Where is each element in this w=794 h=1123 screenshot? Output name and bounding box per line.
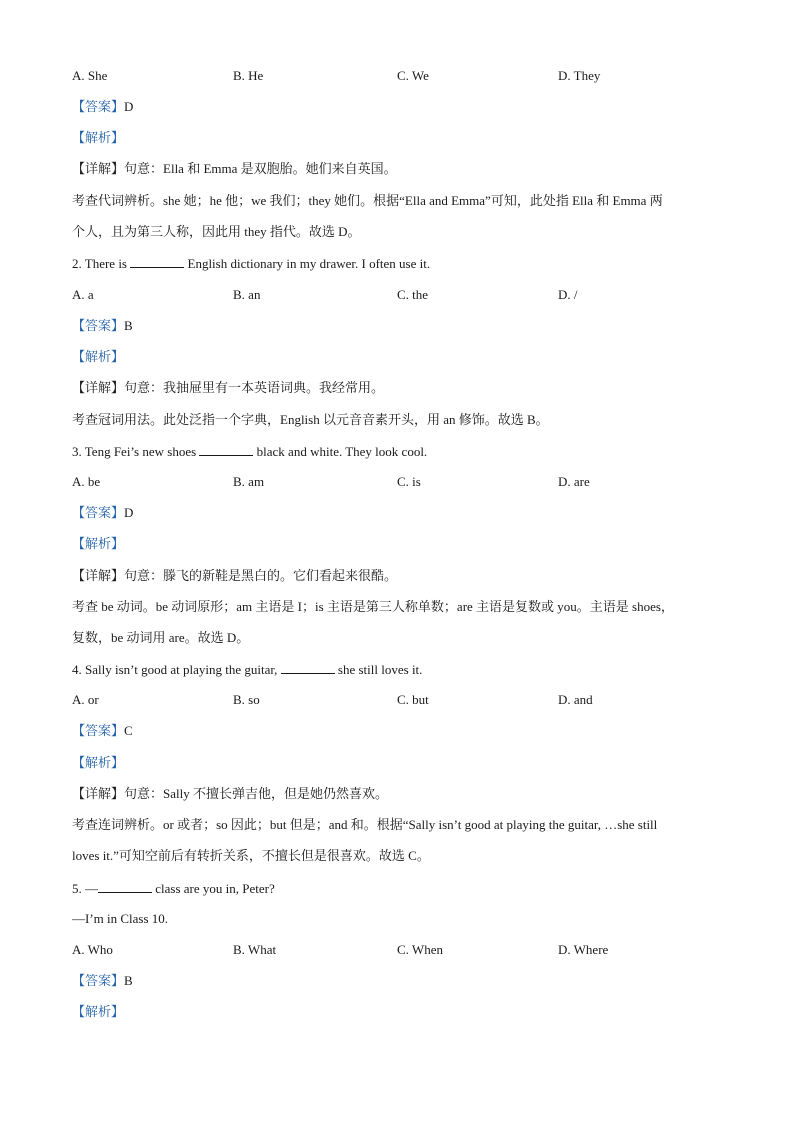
q3-stem [72, 443, 427, 460]
q4-option-d: D. and [558, 692, 593, 707]
answer-value: B [124, 318, 133, 333]
q2-option-c: C. the [397, 287, 429, 302]
q4-detail [72, 786, 388, 802]
answer-value: C [124, 723, 133, 738]
q2-options [72, 287, 722, 303]
detail-text: 句意：我抽屉里有一本英语词典。我经常用。 [124, 380, 385, 395]
q5-options [72, 942, 722, 958]
q3-answer [72, 505, 133, 521]
q4-option-c: C. but [397, 692, 429, 707]
q1-option-a: A. She [72, 68, 108, 83]
analysis-tag: 【解析】 [72, 536, 125, 551]
q1-explanation-line-1: 考查代词辨析。she 她；he 他；we 我们；they 她们。根据“Ella and Emma”可知，此处指 Ella 和 Emma 两 [72, 193, 663, 208]
q2-detail [72, 380, 384, 396]
detail-tag: 【详解】 [72, 380, 125, 395]
q5-stem-end: class are you in, Peter? [152, 881, 275, 896]
q3-analysis [72, 536, 124, 552]
answer-tag: 【答案】 [72, 318, 125, 333]
q4-answer [72, 723, 133, 739]
q3-stem-start: 3. Teng Fei’s new shoes [72, 444, 200, 459]
q5-blank [98, 880, 152, 893]
q4-explanation-line-1: 考查连词辨析。or 或者；so 因此；but 但是；and 和。根据“Sally isn’t good at playing the guitar, …she still [72, 817, 658, 832]
q4-stem-end: she still loves it. [334, 662, 423, 677]
answer-value: D [124, 99, 134, 114]
detail-tag: 【详解】 [72, 568, 125, 583]
answer-tag: 【答案】 [72, 973, 125, 988]
q4-explanation-line-2: loves it.”可知空前后有转折关系，不擅长但是很喜欢。故选 C。 [72, 848, 430, 863]
answer-value: D [124, 505, 134, 520]
answer-tag: 【答案】 [72, 505, 125, 520]
analysis-tag: 【解析】 [72, 1004, 125, 1019]
q5-analysis [72, 1004, 124, 1020]
q3-option-d: D. are [558, 474, 590, 489]
detail-text: 句意：Ella 和 Emma 是双胞胎。她们来自英国。 [124, 161, 397, 176]
detail-tag: 【详解】 [72, 161, 125, 176]
q2-option-b: B. an [233, 287, 261, 302]
q1-options [72, 68, 722, 84]
q3-option-b: B. am [233, 474, 265, 489]
q5-option-d: D. Where [558, 942, 609, 957]
answer-tag: 【答案】 [72, 99, 125, 114]
q1-option-d: D. They [558, 68, 601, 83]
q5-reply: —I’m in Class 10. [72, 911, 169, 926]
q2-stem-end: English dictionary in my drawer. I often use it. [184, 256, 431, 271]
q2-answer [72, 318, 133, 334]
q3-explanation-line-2: 复数，be 动词用 are。故选 D。 [72, 630, 250, 645]
q4-stem-start: 4. Sally isn’t good at playing the guitar, [72, 662, 281, 677]
q1-option-c: C. We [397, 68, 429, 83]
q3-options [72, 474, 722, 490]
q4-option-a: A. or [72, 692, 99, 707]
q5-answer [72, 973, 133, 989]
q2-option-a: A. a [72, 287, 94, 302]
detail-text: 句意：滕飞的新鞋是黑白的。它们看起来很酷。 [124, 568, 398, 583]
q5-option-c: C. When [397, 942, 443, 957]
q4-options [72, 692, 722, 708]
q2-option-d: D. / [558, 287, 578, 302]
q3-option-a: A. be [72, 474, 101, 489]
q2-stem-start: 2. There is [72, 256, 131, 271]
analysis-tag: 【解析】 [72, 130, 125, 145]
detail-tag: 【详解】 [72, 786, 125, 801]
q3-stem-end: black and white. They look cool. [253, 444, 428, 459]
q2-stem [72, 255, 430, 272]
q2-analysis [72, 349, 124, 365]
q4-stem [72, 661, 422, 678]
q1-option-b: B. He [233, 68, 264, 83]
q4-option-b: B. so [233, 692, 260, 707]
q3-option-c: C. is [397, 474, 421, 489]
q1-analysis [72, 130, 124, 146]
q1-detail [72, 161, 397, 177]
analysis-tag: 【解析】 [72, 349, 125, 364]
q3-explanation-line-1: 考查 be 动词。be 动词原形；am 主语是 I；is 主语是第三人称单数；are 主语是复数或 you。主语是 shoes， [72, 599, 674, 614]
analysis-tag: 【解析】 [72, 755, 125, 770]
q5-stem-start: 5. — [72, 881, 98, 896]
answer-value: B [124, 973, 133, 988]
q5-option-a: A. Who [72, 942, 113, 957]
q3-detail [72, 568, 397, 584]
q5-option-b: B. What [233, 942, 277, 957]
answer-tag: 【答案】 [72, 723, 125, 738]
q1-explanation-line-2: 个人，且为第三人称，因此用 they 指代。故选 D。 [72, 224, 361, 239]
q3-blank [199, 443, 253, 456]
q4-blank [281, 661, 335, 674]
q1-answer [72, 99, 133, 115]
q2-blank [130, 255, 184, 268]
q4-analysis [72, 755, 124, 771]
detail-text: 句意：Sally 不擅长弹吉他，但是她仍然喜欢。 [124, 786, 388, 801]
q2-explanation-line-1: 考查冠词用法。此处泛指一个字典，English 以元音音素开头，用 an 修饰。故选 B。 [72, 412, 549, 427]
q5-stem [72, 880, 275, 897]
